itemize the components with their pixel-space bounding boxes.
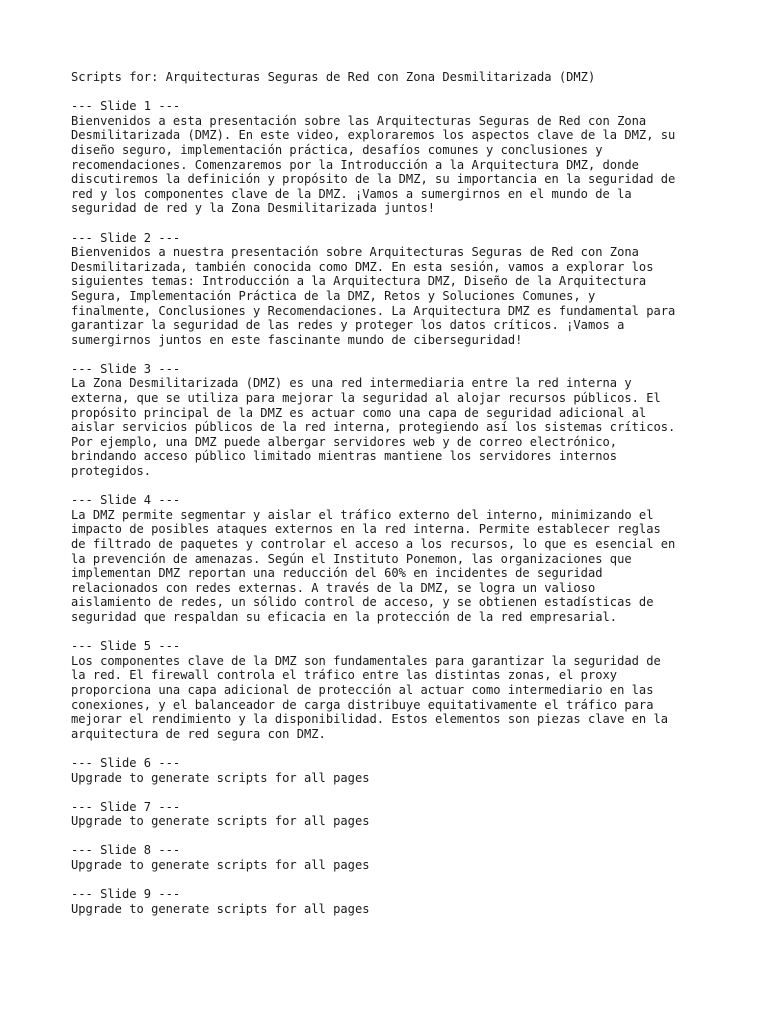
slide-section bbox=[71, 639, 711, 741]
slide-header: --- Slide 8 --- bbox=[71, 843, 181, 858]
slide-section bbox=[71, 887, 711, 916]
upgrade-notice: Upgrade to generate scripts for all pages bbox=[71, 770, 370, 785]
slide-header: --- Slide 4 --- bbox=[71, 493, 181, 508]
upgrade-notice: Upgrade to generate scripts for all pages bbox=[71, 858, 370, 873]
slide-script: Los componentes clave de la DMZ son fundamentales para garantizar la seguridad de la red. El firewall controla el tráfico entre las distintas zonas, el proxy proporciona una capa adicional de protección al actuar como intermediario en las conexiones, y el balanceador de carga distribuye equitativamente el tráfico para mejorar el rendimiento y la disponibilidad. Estos elementos son piezas clave en la arquitectura de red segura con DMZ. bbox=[71, 653, 669, 741]
document-title: Scripts for: Arquitecturas Seguras de Red con Zona Desmilitarizada (DMZ) bbox=[71, 70, 596, 84]
slide-section bbox=[71, 800, 711, 829]
slide-section bbox=[71, 493, 711, 624]
slide-script: La Zona Desmilitarizada (DMZ) es una red intermediaria entre la red interna y externa, que se utiliza para mejorar la seguridad al alojar recursos públicos. El propósito principal de la DMZ es actuar como una capa de seguridad adicional al aislar servicios públicos de la red interna, protegiendo así los sistemas críticos. Por ejemplo, una DMZ puede albergar servidores web y de correo electrónico, brindando acceso público limitado mientras mantiene los servidores internos protegidos. bbox=[71, 376, 676, 479]
slide-section bbox=[71, 843, 711, 872]
slide-script: Bienvenidos a nuestra presentación sobre Arquitecturas Seguras de Red con Zona Desmilitarizada, también conocida como DMZ. En esta sesión, vamos a explorar los siguientes temas: Introducción a la Arquitectura DMZ, Diseño de la Arquitectura Segura, Implementación Práctica de la DMZ, Retos y Soluciones Comunes, y finalmente, Conclusiones y Recomendaciones. La Arquitectura DMZ es fundamental para garantizar la seguridad de las redes y proteger los datos críticos. ¡Vamos a sumergirnos juntos en este fascinante mundo de ciberseguridad! bbox=[71, 245, 676, 347]
upgrade-notice: Upgrade to generate scripts for all pages bbox=[71, 901, 370, 916]
upgrade-notice: Upgrade to generate scripts for all pages bbox=[71, 814, 370, 829]
slide-section bbox=[71, 231, 711, 348]
document-page bbox=[71, 70, 711, 931]
slide-header: --- Slide 3 --- bbox=[71, 361, 181, 376]
slide-header: --- Slide 6 --- bbox=[71, 755, 181, 770]
slide-header: --- Slide 1 --- bbox=[71, 99, 181, 114]
slide-section bbox=[71, 362, 711, 479]
slide-header: --- Slide 2 --- bbox=[71, 230, 181, 245]
slide-header: --- Slide 9 --- bbox=[71, 887, 181, 902]
slide-header: --- Slide 5 --- bbox=[71, 639, 181, 654]
slide-script: Bienvenidos a esta presentación sobre las Arquitecturas Seguras de Red con Zona Desmilitarizada (DMZ). En este video, exploraremos los aspectos clave de la DMZ, su diseño seguro, implementación práctica, desafíos comunes y conclusiones y recomendaciones. Comenzaremos por la Introducción a la Arquitectura DMZ, donde discutiremos la definición y propósito de la DMZ, su importancia en la seguridad de red y los componentes clave de la DMZ. ¡Vamos a sumergirnos en el mundo de la seguridad de red y la Zona Desmilitarizada juntos! bbox=[71, 113, 676, 216]
slide-header: --- Slide 7 --- bbox=[71, 799, 181, 814]
slide-script: La DMZ permite segmentar y aislar el tráfico externo del interno, minimizando el impacto de posibles ataques externos en la red interna. Permite establecer reglas de filtrado de paquetes y controlar el acceso a los recursos, lo que es esencial en la prevención de amenazas. Según el Instituto Ponemon, las organizaciones que implementan DMZ reportan una reducción del 60% en incidentes de seguridad relacionados con redes externas. A través de la DMZ, se logra un valioso aislamiento de redes, un sólido control de acceso, y se obtienen estadísticas de seguridad que respaldan su eficacia en la protección de la red empresarial. bbox=[71, 507, 676, 624]
slide-section bbox=[71, 99, 711, 216]
slide-section bbox=[71, 756, 711, 785]
